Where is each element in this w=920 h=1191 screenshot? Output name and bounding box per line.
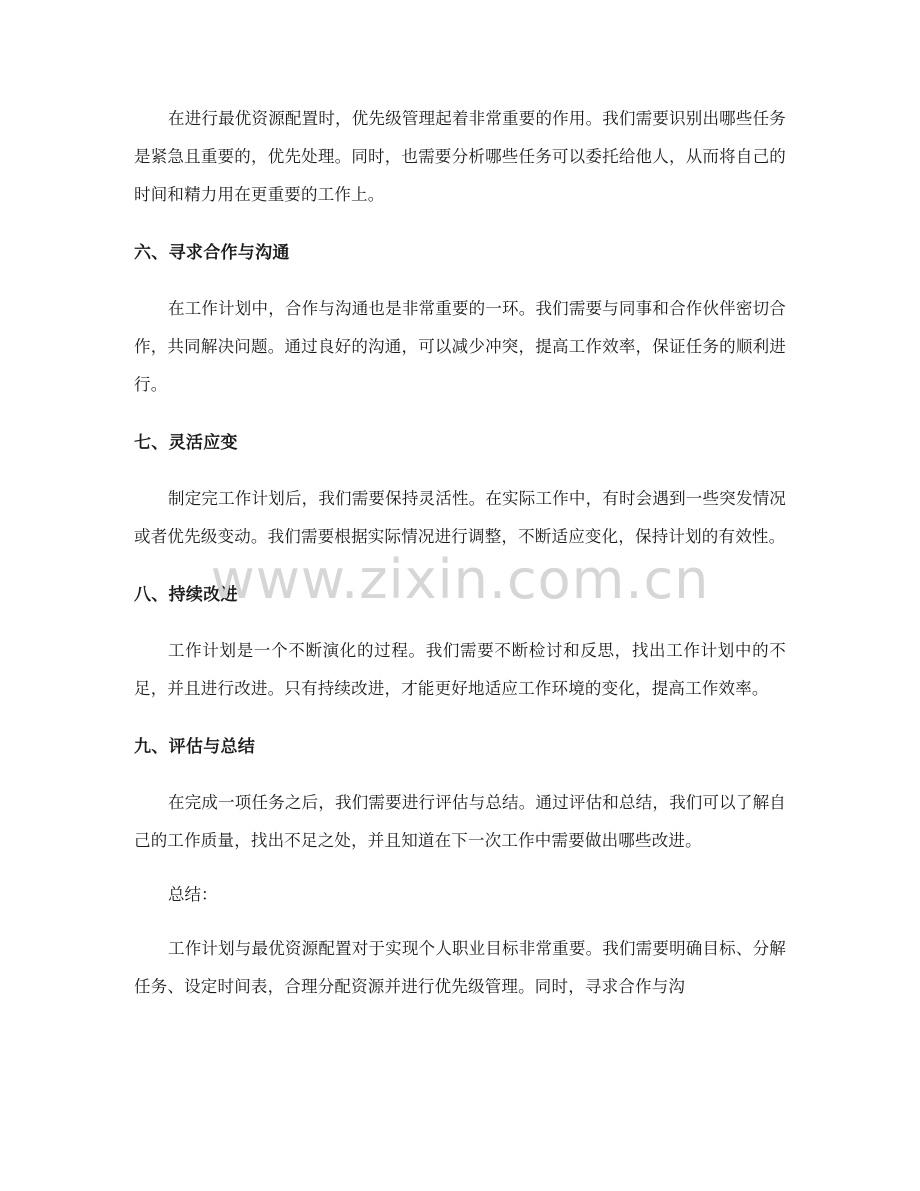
summary-label: 总结： (168, 885, 218, 904)
section-body-8: 工作计划是一个不断演化的过程。我们需要不断检讨和反思，找出工作计划中的不足，并且进行改进。只有持续改进，才能更好地适应工作环境的变化，提高工作效率。 (134, 641, 786, 698)
summary-paragraph: 工作计划与最优资源配置对于实现个人职业目标非常重要。我们需要明确目标、分解任务、设定时间表，合理分配资源并进行优先级管理。同时，寻求合作与沟 (134, 939, 786, 996)
section-heading-8: 八、持续改进 (134, 585, 238, 605)
section-heading-9: 九、评估与总结 (134, 737, 256, 757)
section-heading-6: 六、寻求合作与沟通 (134, 243, 290, 263)
document-body (134, 100, 786, 1022)
intro-paragraph: 在进行最优资源配置时，优先级管理起着非常重要的作用。我们需要识别出哪些任务是紧急且重要的，优先处理。同时，也需要分析哪些任务可以委托给他人，从而将自己的时间和精力用在更重要的工作上。 (134, 109, 786, 204)
section-body-7: 制定完工作计划后，我们需要保持灵活性。在实际工作中，有时会遇到一些突发情况或者优先级变动。我们需要根据实际情况进行调整，不断适应变化，保持计划的有效性。 (134, 489, 786, 546)
watermark-text: www.zixin.com.cn (210, 548, 710, 611)
section-heading-7: 七、灵活应变 (134, 433, 238, 453)
section-body-6: 在工作计划中，合作与沟通也是非常重要的一环。我们需要与同事和合作伙伴密切合作，共同解决问题。通过良好的沟通，可以减少冲突，提高工作效率，保证任务的顺利进行。 (134, 299, 786, 394)
section-body-9: 在完成一项任务之后，我们需要进行评估与总结。通过评估和总结，我们可以了解自己的工作质量，找出不足之处，并且知道在下一次工作中需要做出哪些改进。 (134, 793, 786, 850)
